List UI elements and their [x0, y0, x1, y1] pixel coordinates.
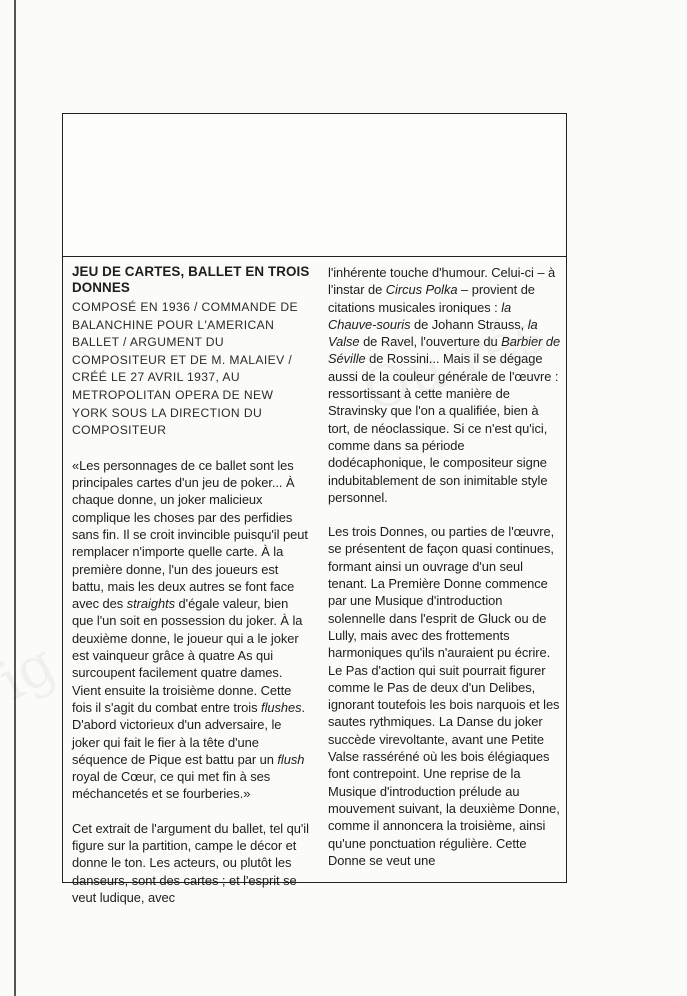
paragraph-intro: Cet extrait de l'argument du ballet, tel qu'il figure sur la partition, campe le décor et donne le ton. Les acteurs, ou plutôt les danseurs, sont des cartes ; et l'esprit se veut ludique, avec — [72, 820, 309, 905]
right-column — [328, 264, 563, 886]
ballet-argument-quote: «Les personnages de ce ballet sont les principales cartes d'un jeu de poker... À chaque donne, un joker malicieux complique les choses par des perfidies sans fin. Il se croit invincible puisqu'il peut remplacer n'importe quelle carte. À la première donne, l'un des joueurs est battu, mais les deux autres se font face avec des straights d'égale valeur, bien que l'un soit en possession du joker. À la deuxième donne, le joueur qui a le joker est vainqueur grâce à quatre As qui surcoupent facilement quatre dames. Vient ensuite la troisième donne. Cette fois il s'agit du combat entre trois flushes. D'abord victorieux d'un adversaire, le joker qui fait le fier à la tête d'une séquence de Pique est battu par un flush royal de Cœur, ce qui met fin à ses méchancetés et se fourberies.» — [72, 457, 308, 802]
article-frame — [62, 113, 567, 905]
article-credits: COMPOSÉ EN 1936 / COMMANDE DE BALANCHINE POUR L'AMERICAN BALLET / ARGUMENT DU COMPOSITEUR ET DE M. MALAIEV / CRÉÉ LE 27 AVRIL 1937, AU METROPOLITAN OPERA DE NEW YORK SOUS LA DIRECTION DU COMPOSITEUR — [72, 300, 298, 438]
article-title: JEU DE CARTES, BALLET EN TROIS DONNES — [72, 264, 310, 295]
paragraph-humour: l'inhérente touche d'humour. Celui-ci – à l'instar de Circus Polka – provient de citations musicales ironiques : la Chauve-souris de Johann Strauss, la Valse de Ravel, l'ouverture du Barbier de Séville de Rossini... Mais il se dégage aussi de la couleur générale de l'œuvre : ressortissant à cette manière de Stravinsky que l'on a qualifiée, bien à tort, de néoclassique. Si ce n'est qu'ici, comme dans sa période dodécaphonique, le compositeur signe indubitablement de son inimitable style personnel. — [328, 265, 561, 505]
paragraph-donnes: Les trois Donnes, ou parties de l'œuvre, se présentent de façon quasi continues, formant ainsi un ouvrage d'un seul tenant. La Première Donne commence par une Musique d'introduction solennelle dans l'esprit de Gluck ou de Lully, mais avec des frottements harmoniques qu'ils n'auraient pu écrire. Le Pas d'action qui suit pourrait figurer comme le Pas de deux d'un Delibes, ignorant toutefois les bois narquois et les sautes rythmiques. La Danse du joker succède virevoltante, avant une Petite Valse rasséréné où les bois élégiaques font contrepoint. Une reprise de la Musique d'introduction prélude au mouvement suivant, la deuxième Donne, comme il annoncera la troisième, ainsi qu'une ponctuation régulière. Cette Donne se veut une — [328, 524, 560, 868]
left-column — [72, 264, 312, 923]
image-placeholder — [63, 114, 566, 257]
page-edge-rule — [14, 0, 16, 996]
watermark-left — [0, 631, 66, 714]
